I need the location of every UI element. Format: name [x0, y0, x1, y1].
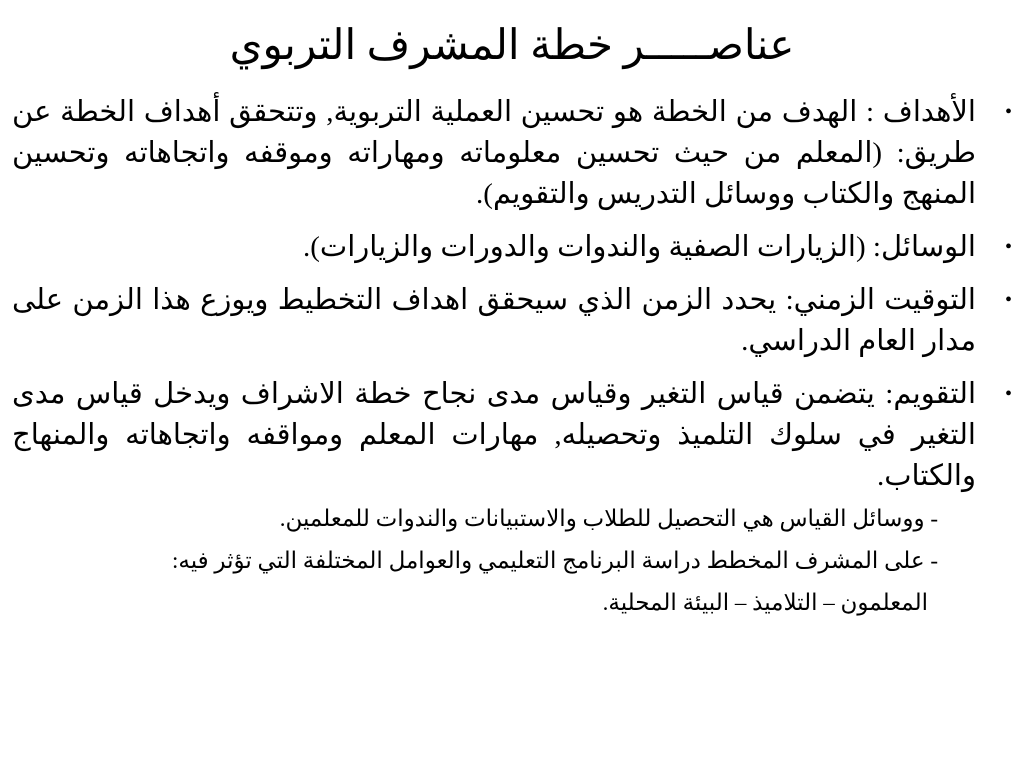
bullet-icon: •	[1004, 101, 1012, 123]
sub-item-supervisor-study: - على المشرف المخطط دراسة البرنامج التعليمي والعوامل المختلفة التي تؤثر فيه:	[171, 548, 938, 573]
bullet-icon: •	[1004, 383, 1012, 405]
sub-item-factors: المعلمون – التلاميذ – البيئة المحلية.	[602, 590, 928, 615]
sub-item-list	[12, 503, 986, 619]
slide-content	[12, 92, 1012, 619]
bullet-item-evaluation	[12, 374, 1012, 497]
bullet-icon: •	[1004, 236, 1012, 258]
sub-item-measurement-means: - ووسائل القياس هي التحصيل للطلاب والاستبيانات والندوات للمعلمين.	[279, 506, 938, 531]
bullet-item-means	[12, 227, 1012, 268]
bullet-item-objectives	[12, 92, 1012, 215]
slide-title: عناصـــــر خطة المشرف التربوي	[229, 23, 795, 69]
bullet-text: الوسائل: (الزيارات الصفية والندوات والدورات والزيارات).	[303, 231, 976, 263]
bullet-text: التوقيت الزمني: يحدد الزمن الذي سيحقق اهداف التخطيط ويوزع هذا الزمن على مدار العام الدراسي.	[12, 284, 976, 357]
bullet-text: التقويم: يتضمن قياس التغير وقياس مدى نجاح خطة الاشراف ويدخل قياس مدى التغير في سلوك التلميذ وتحصيله, مهارات المعلم ومواقفه واتجاهاته والمنهاج والكتاب.	[12, 378, 976, 492]
bullet-item-timing	[12, 280, 1012, 362]
bullet-list	[12, 92, 1012, 497]
bullet-text: الأهداف : الهدف من الخطة هو تحسين العملية التربوية, وتتحقق أهداف الخطة عن طريق: (المعلم من حيث تحسين معلوماته ومهاراته وموقفه واتجاهاته وتحسين المنهج والكتاب ووسائل التدريس والتقويم).	[12, 96, 976, 210]
bullet-icon: •	[1004, 289, 1012, 311]
